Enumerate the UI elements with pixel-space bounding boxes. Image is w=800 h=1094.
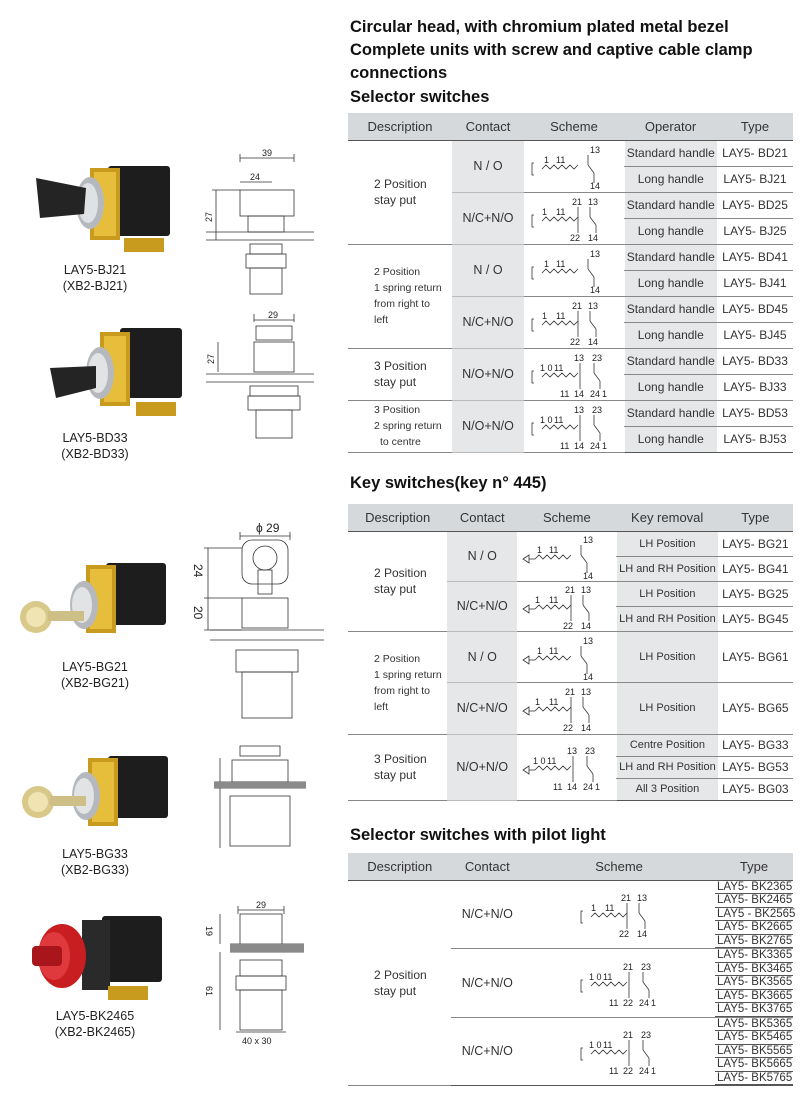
product-photo-bj21 [28, 158, 178, 263]
scheme-diagram [517, 682, 617, 734]
row-description: 2 Position stay put [348, 880, 451, 1086]
row-operator: Long handle [624, 374, 717, 400]
col-description: Description [348, 504, 447, 531]
row-type: LAY5- BG41 [718, 556, 793, 581]
scheme-label: 11 [555, 155, 566, 165]
heading-line-3: connections [350, 64, 448, 82]
scheme-label: 21 [571, 301, 582, 311]
row-type: LAY5- BD45 [717, 296, 793, 322]
product-alt-code: (XB2-BJ21) [62, 279, 128, 293]
row-contact: N/C+N/O [451, 880, 523, 949]
dimension-drawing-bg33 [210, 738, 310, 863]
product-code: LAY5-BG33 [62, 847, 128, 861]
dimension-label: 27 [204, 211, 214, 222]
scheme-label: 11 [603, 1040, 613, 1051]
scheme-svg [559, 960, 679, 1006]
type-item: LAY5- BK5765 [716, 1071, 793, 1084]
scheme-label: 13 [573, 405, 584, 415]
scheme-svg [526, 403, 622, 449]
scheme-label: 13 [566, 746, 577, 756]
type-item: LAY5- BK3465 [716, 962, 793, 975]
row-key-removal: LH Position [617, 581, 718, 606]
scheme-label: 11 [609, 1066, 619, 1075]
scheme-label: 24 [639, 997, 650, 1006]
dimension-label: 40 x 30 [242, 1036, 272, 1046]
row-contact: N/C+N/O [452, 296, 524, 348]
table-row [348, 631, 793, 682]
row-type: LAY5- BG03 [718, 778, 793, 800]
type-item: LAY5- BK2365 [716, 880, 793, 893]
scheme-label: 22 [623, 1066, 634, 1075]
row-type: LAY5- BJ25 [717, 218, 793, 244]
product-code: LAY5-BK2465 [55, 1009, 135, 1023]
row-operator: Standard handle [624, 400, 717, 426]
type-item: LAY5- BK2765 [716, 934, 793, 947]
dimension-label: 19 [204, 926, 214, 937]
type-item: LAY5- BK3665 [716, 989, 793, 1002]
table-row [348, 880, 793, 949]
row-type: LAY5- BD41 [717, 244, 793, 270]
row-operator: Long handle [624, 426, 717, 452]
type-item: LAY5- BK2465 [716, 894, 793, 906]
scheme-diagram [524, 400, 624, 452]
dimension-label: 27 [206, 353, 216, 364]
scheme-label: 14 [580, 621, 591, 629]
key-switches-title: Key switches(key n° 445) [350, 474, 547, 492]
scheme-label: 1 [601, 441, 607, 449]
row-key-removal: LH and RH Position [617, 556, 718, 581]
dimension-label: 24 [250, 172, 261, 182]
scheme-label: 11 [559, 441, 570, 449]
scheme-label: 23 [584, 746, 595, 756]
scheme-label: 11 [609, 997, 619, 1006]
scheme-label: 13 [582, 535, 593, 545]
row-type: LAY5- BD53 [717, 400, 793, 426]
scheme-label: 14 [587, 337, 598, 345]
col-type: Type [715, 853, 793, 880]
scheme-label: 14 [573, 441, 584, 449]
scheme-label: 1 0 [589, 971, 602, 982]
dimension-drawing-bj21 [196, 148, 326, 298]
dimension-label: 29 [256, 900, 267, 910]
row-type: LAY5- BD33 [717, 348, 793, 374]
product-alt-code: (XB2-BG21) [60, 676, 130, 690]
scheme-label: 1 [536, 645, 542, 656]
scheme-label: 1 [534, 595, 540, 605]
scheme-label: 23 [641, 1030, 652, 1041]
scheme-label: 21 [623, 961, 634, 972]
row-type: LAY5- BG25 [718, 581, 793, 606]
scheme-label: 11 [548, 545, 558, 555]
scheme-label: 11 [553, 415, 564, 425]
scheme-label: 21 [623, 1030, 634, 1041]
row-description: 3 Position 2 spring return to centre [348, 400, 452, 452]
row-contact: N/C+N/O [447, 682, 517, 734]
scheme-label: 1 [591, 903, 597, 914]
row-operator: Long handle [624, 322, 717, 348]
scheme-label: 21 [564, 585, 575, 595]
scheme-label: 14 [582, 671, 593, 680]
scheme-label: 22 [619, 929, 630, 938]
scheme-label: 11 [603, 971, 613, 982]
scheme-label: 22 [623, 997, 634, 1006]
row-description: 2 Position 1 spring return from right to left [348, 244, 452, 348]
scheme-label: 11 [559, 389, 570, 397]
scheme-label: 11 [548, 697, 558, 707]
row-type: LAY5- BG45 [718, 606, 793, 631]
dimension-drawing-bg21 [190, 518, 330, 723]
row-description: 2 Position stay put [348, 531, 447, 631]
row-key-removal: LH and RH Position [617, 606, 718, 631]
scheme-label: 13 [589, 249, 600, 259]
dimension-label: 20 [191, 606, 205, 620]
row-operator: Standard handle [624, 192, 717, 218]
row-type: LAY5- BG61 [718, 631, 793, 682]
dimension-label: 39 [262, 148, 273, 158]
product-photo-bk2465 [12, 910, 172, 1010]
row-contact: N/C+N/O [447, 581, 517, 631]
dimension-label: ϕ 29 [256, 521, 280, 535]
type-item: LAY5- BK5665 [716, 1058, 793, 1070]
product-code: LAY5-BJ21 [63, 263, 127, 277]
scheme-label: 13 [589, 145, 600, 155]
col-scheme: Scheme [517, 504, 617, 531]
row-operator: Standard handle [624, 296, 717, 322]
row-description: 3 Position stay put [348, 734, 447, 800]
scheme-label: 13 [580, 687, 591, 697]
pilot-light-title: Selector switches with pilot light [350, 826, 606, 844]
row-type: LAY5- BG21 [718, 531, 793, 556]
scheme-label: 13 [637, 893, 648, 904]
scheme-diagram [517, 581, 617, 631]
dimension-drawing-bk2465 [200, 900, 320, 1050]
key-switches-table [348, 504, 793, 801]
row-contact: N / O [447, 631, 517, 682]
scheme-diagram [524, 192, 624, 244]
row-type: LAY5- BG53 [718, 756, 793, 778]
col-operator: Operator [624, 113, 717, 140]
row-key-removal: Centre Position [617, 734, 718, 756]
scheme-svg [559, 891, 679, 937]
scheme-label: 11 [555, 207, 566, 217]
product-code: LAY5-BD33 [62, 431, 128, 445]
scheme-diagram [524, 140, 624, 192]
scheme-diagram [524, 296, 624, 348]
row-operator: Standard handle [624, 140, 717, 166]
scheme-label: 22 [562, 621, 573, 629]
scheme-svg [526, 247, 622, 293]
row-types [715, 880, 796, 949]
scheme-label: 13 [580, 585, 591, 595]
scheme-label: 23 [641, 961, 652, 972]
col-type: Type [718, 504, 793, 531]
scheme-label: 1 [541, 207, 547, 217]
row-operator: Long handle [624, 218, 717, 244]
scheme-label: 14 [580, 723, 591, 731]
scheme-label: 1 [541, 311, 547, 321]
scheme-label: 1 0 [539, 415, 553, 425]
scheme-label: 1 [534, 697, 540, 707]
row-contact: N / O [452, 244, 524, 296]
scheme-label: 22 [569, 337, 580, 345]
scheme-label: 1 [594, 782, 600, 790]
row-key-removal: LH Position [617, 631, 718, 682]
row-types [715, 949, 793, 1018]
row-operator: Standard handle [624, 244, 717, 270]
type-item: LAY5- BK3765 [716, 1003, 793, 1015]
scheme-label: 13 [587, 301, 598, 311]
scheme-svg [526, 143, 622, 189]
scheme-label: 11 [555, 259, 566, 269]
type-item: LAY5- BK3365 [716, 949, 793, 961]
scheme-label: 23 [591, 353, 602, 363]
row-key-removal: LH Position [617, 531, 718, 556]
scheme-label: 22 [569, 233, 580, 241]
col-scheme: Scheme [524, 113, 624, 140]
type-item: LAY5 - BK2565 [716, 907, 796, 920]
row-contact: N/C+N/O [451, 949, 523, 1018]
type-item: LAY5- BK2665 [716, 921, 793, 933]
row-type: LAY5- BJ33 [717, 374, 793, 400]
scheme-label: 13 [573, 353, 584, 363]
product-alt-code: (XB2-BD33) [61, 447, 129, 461]
table-row [348, 531, 793, 556]
type-item: LAY5- BK5465 [716, 1031, 793, 1043]
scheme-svg [519, 685, 615, 731]
row-contact: N/O+N/O [447, 734, 517, 800]
product-alt-code: (XB2-BG33) [60, 863, 130, 877]
row-key-removal: LH and RH Position [617, 756, 718, 778]
row-type: LAY5- BG33 [718, 734, 793, 756]
row-contact: N/O+N/O [452, 348, 524, 400]
row-type: LAY5- BJ53 [717, 426, 793, 452]
product-alt-code: (XB2-BK2465) [54, 1025, 136, 1039]
type-item: LAY5- BK5365 [716, 1017, 793, 1030]
scheme-label: 1 0 [532, 756, 546, 766]
scheme-label: 11 [552, 782, 562, 790]
scheme-label: 24 [589, 389, 600, 397]
scheme-svg [519, 744, 615, 790]
row-contact: N/C+N/O [451, 1017, 523, 1086]
row-description: 2 Position stay put [348, 140, 452, 244]
col-type: Type [717, 113, 793, 140]
scheme-label: 1 [601, 389, 607, 397]
col-description: Description [348, 853, 451, 880]
scheme-label: 14 [637, 929, 648, 938]
row-key-removal: All 3 Position [617, 778, 718, 800]
col-description: Description [348, 113, 452, 140]
table-row [348, 348, 793, 374]
scheme-label: 1 [536, 545, 542, 555]
scheme-label: 11 [548, 595, 558, 605]
scheme-svg [526, 351, 622, 397]
dimension-label: 61 [204, 986, 214, 997]
table-row [348, 400, 793, 426]
scheme-diagram [524, 244, 624, 296]
heading-line-2: Complete units with screw and captive cable clamp [350, 41, 753, 59]
scheme-label: 11 [548, 645, 558, 656]
col-contact: Contact [452, 113, 524, 140]
scheme-diagram [517, 531, 617, 581]
dimension-drawing-bd33 [196, 308, 326, 443]
scheme-label: 21 [564, 687, 575, 697]
col-scheme: Scheme [523, 853, 715, 880]
scheme-label: 21 [571, 197, 582, 207]
table-row [348, 140, 793, 166]
row-operator: Long handle [624, 270, 717, 296]
scheme-svg [519, 583, 615, 629]
scheme-label: 1 0 [589, 1040, 602, 1051]
type-item: LAY5- BK5565 [716, 1044, 793, 1057]
dimension-label: 29 [268, 310, 279, 320]
scheme-diagram [517, 734, 617, 800]
row-type: LAY5- BD21 [717, 140, 793, 166]
scheme-label: 13 [582, 635, 593, 646]
scheme-diagram [524, 348, 624, 400]
row-type: LAY5- BG65 [718, 682, 793, 734]
dimension-label: 24 [191, 564, 205, 578]
pilot-light-table [348, 853, 796, 1086]
row-operator: Long handle [624, 166, 717, 192]
row-contact: N / O [447, 531, 517, 581]
table-row [348, 244, 793, 270]
scheme-label: 14 [589, 181, 600, 189]
col-contact: Contact [451, 853, 523, 880]
scheme-label: 24 [639, 1066, 650, 1075]
scheme-label: 11 [546, 756, 556, 766]
row-type: LAY5- BD25 [717, 192, 793, 218]
scheme-label: 14 [573, 389, 584, 397]
scheme-label: 11 [555, 311, 566, 321]
scheme-label: 24 [589, 441, 600, 449]
row-type: LAY5- BJ21 [717, 166, 793, 192]
col-key-removal: Key removal [617, 504, 718, 531]
row-types [715, 1017, 793, 1086]
scheme-label: 1 [543, 155, 549, 165]
scheme-label: 24 [582, 782, 593, 790]
row-description: 3 Position stay put [348, 348, 452, 400]
scheme-label: 22 [562, 723, 573, 731]
row-contact: N/C+N/O [452, 192, 524, 244]
scheme-label: 14 [566, 782, 577, 790]
row-operator: Standard handle [624, 348, 717, 374]
row-type: LAY5- BJ41 [717, 270, 793, 296]
product-photo-bg33 [16, 748, 186, 843]
scheme-label: 11 [553, 363, 564, 373]
scheme-svg [526, 299, 622, 345]
scheme-label: 1 [651, 1066, 657, 1075]
product-photo-bd33 [40, 318, 190, 428]
product-photo-bg21 [14, 555, 184, 655]
scheme-svg [526, 195, 622, 241]
heading-line-1: Circular head, with chromium plated metal bezel [350, 18, 729, 36]
scheme-diagram [517, 631, 617, 682]
row-contact: N/O+N/O [452, 400, 524, 452]
scheme-label: 14 [587, 233, 598, 241]
table-row [348, 734, 793, 756]
scheme-label: 23 [591, 405, 602, 415]
scheme-svg [559, 1028, 679, 1074]
scheme-label: 1 0 [539, 363, 553, 373]
selector-switches-table [348, 113, 793, 453]
scheme-svg [519, 533, 615, 579]
scheme-label: 13 [587, 197, 598, 207]
row-type: LAY5- BJ45 [717, 322, 793, 348]
type-item: LAY5- BK3565 [716, 976, 793, 988]
scheme-label: 1 [651, 997, 657, 1006]
selector-title: Selector switches [350, 88, 490, 106]
scheme-svg [519, 634, 615, 680]
scheme-label: 11 [605, 903, 615, 914]
scheme-label: 14 [589, 285, 600, 293]
scheme-diagram [523, 949, 715, 1018]
scheme-diagram [523, 1017, 715, 1086]
row-key-removal: LH Position [617, 682, 718, 734]
product-code: LAY5-BG21 [62, 660, 128, 674]
scheme-diagram [523, 880, 715, 949]
scheme-label: 21 [621, 893, 632, 904]
row-description: 2 Position 1 spring return from right to left [348, 631, 447, 734]
col-contact: Contact [447, 504, 517, 531]
scheme-label: 1 [543, 259, 549, 269]
row-contact: N / O [452, 140, 524, 192]
scheme-label: 14 [582, 571, 593, 579]
